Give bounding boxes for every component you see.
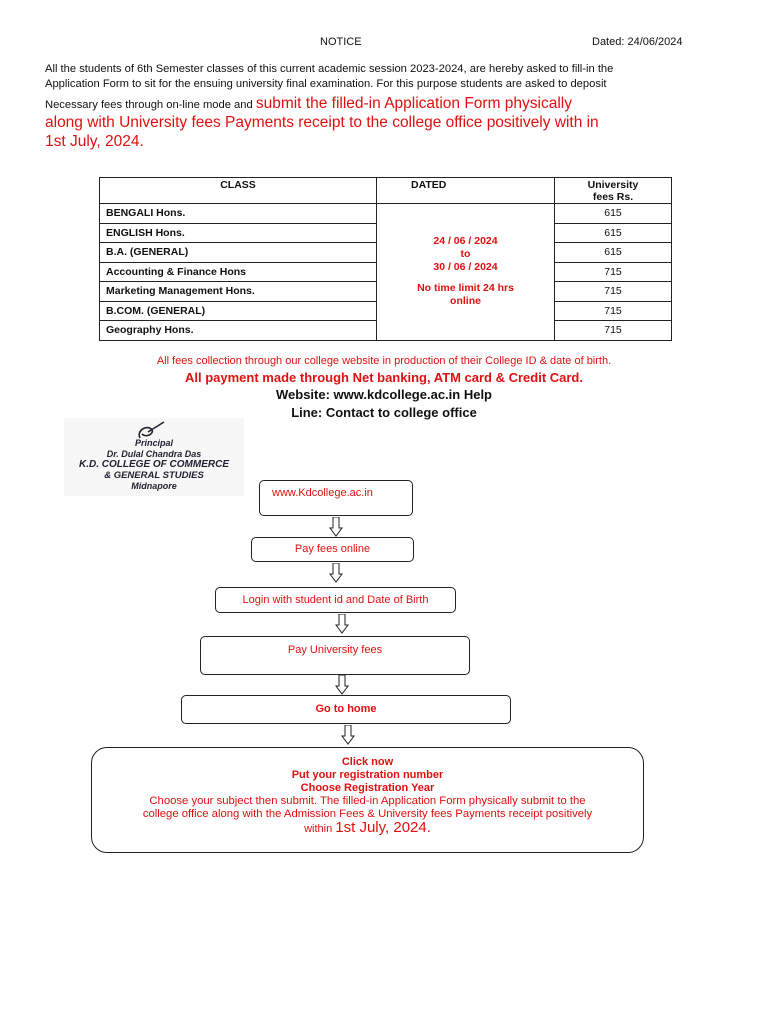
final-click-now: Click now — [341, 756, 394, 768]
flow-step-pay-university-fees: Pay University fees — [200, 636, 470, 675]
notice-date: Dated: 24/06/2024 — [592, 36, 683, 48]
helpline-note: Line: Contact to college office — [291, 405, 477, 420]
arrow-down-icon — [329, 517, 343, 537]
flow-step-login: Login with student id and Date of Birth — [215, 587, 456, 613]
final-deadline-date: 1st July, 2024. — [335, 819, 431, 836]
dated-cell — [377, 204, 555, 341]
intro-line-3-highlight: submit the filled-in Application Form physically — [255, 95, 572, 112]
intro-deadline: 1st July, 2024. — [45, 133, 144, 150]
dated-to: 30 / 06 / 2024 — [433, 261, 498, 274]
fee-cell: 715 — [555, 262, 672, 282]
dated-header: DATED — [377, 178, 555, 204]
signature-place: Midnapore — [131, 481, 177, 491]
final-instruction-1: Choose your subject then submit. The filled-in Application Form physically submit to the — [149, 795, 586, 807]
flow-step-go-home: Go to home — [181, 695, 511, 724]
table-row — [100, 204, 672, 224]
fee-cell: 715 — [555, 321, 672, 341]
arrow-down-icon — [341, 725, 355, 745]
fee-cell: 715 — [555, 282, 672, 302]
intro-line-4: along with University fees Payments receipt to the college office positively with in — [45, 114, 599, 131]
class-cell: ENGLISH Hons. — [100, 223, 377, 243]
class-cell: Marketing Management Hons. — [100, 282, 377, 302]
dated-note-1: No time limit 24 hrs — [417, 282, 514, 295]
final-instruction-2: college office along with the Admission Fees & University fees Payments receipt positively — [142, 808, 593, 820]
class-cell: B.COM. (GENERAL) — [100, 301, 377, 321]
dated-note-2: online — [450, 295, 481, 308]
signature-college-1: K.D. COLLEGE OF COMMERCE — [79, 459, 229, 470]
fees-header-line-2: fees Rs. — [592, 191, 634, 203]
flow-step-pay-online: Pay fees online — [251, 537, 414, 562]
class-cell: Geography Hons. — [100, 321, 377, 341]
payment-note: All payment made through Net banking, ATM card & Credit Card. — [185, 370, 583, 385]
final-deadline-prefix: within — [304, 823, 336, 835]
class-header: CLASS — [100, 178, 377, 204]
principal-signature-stamp — [64, 418, 244, 496]
table-header-row — [100, 178, 672, 204]
arrow-down-icon — [335, 614, 349, 634]
signature-name: Dr. Dulal Chandra Das — [106, 449, 202, 459]
intro-paragraph — [45, 62, 725, 151]
final-registration-year: Choose Registration Year — [300, 782, 435, 794]
intro-line-3 — [45, 94, 725, 113]
fees-header-line-1: University — [587, 179, 639, 191]
intro-line-1: All the students of 6th Semester classes of this current academic session 2023-2024, are hereby asked to fill-in the — [45, 63, 614, 75]
website-note: Website: www.kdcollege.ac.in Help — [276, 387, 492, 402]
intro-line-3-text: Necessary fees through on-line mode and — [45, 99, 256, 111]
fee-cell: 615 — [555, 223, 672, 243]
final-deadline — [92, 821, 643, 836]
signature-college-2: & GENERAL STUDIES — [104, 470, 204, 481]
notice-title: NOTICE — [320, 36, 362, 48]
fees-header — [555, 178, 672, 204]
intro-line-2: Application Form to sit for the ensuing university final examination. For this purpose students are asked to deposit — [45, 77, 607, 90]
arrow-down-icon — [329, 563, 343, 583]
final-registration-number: Put your registration number — [291, 769, 444, 781]
signature-role: Principal — [134, 438, 173, 448]
fee-cell: 715 — [555, 301, 672, 321]
fees-table — [99, 177, 672, 341]
collection-note: All fees collection through our college website in production of their College ID & date of birth. — [156, 355, 612, 367]
fee-cell: 615 — [555, 204, 672, 224]
fee-cell: 615 — [555, 243, 672, 263]
class-cell: B.A. (GENERAL) — [100, 243, 377, 263]
dated-to-word: to — [460, 248, 471, 261]
class-cell: Accounting & Finance Hons — [100, 262, 377, 282]
dated-from: 24 / 06 / 2024 — [433, 235, 498, 248]
class-cell: BENGALI Hons. — [100, 204, 377, 224]
arrow-down-icon — [335, 675, 349, 695]
flow-final-step — [91, 747, 644, 853]
flow-step-website: www.Kdcollege.ac.in — [259, 480, 413, 516]
